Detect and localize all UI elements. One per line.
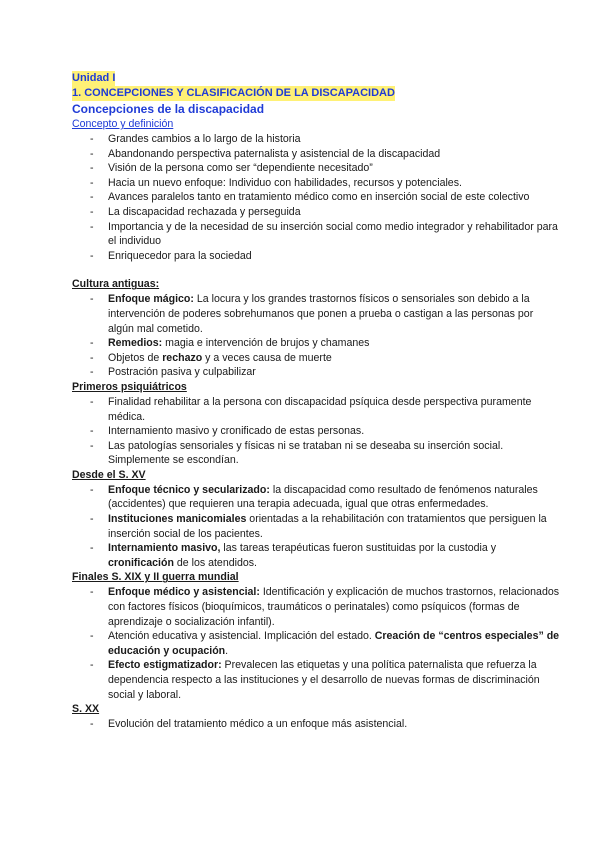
bold-term: Internamiento masivo, — [108, 542, 221, 555]
section-heading-cultura: Cultura antiguas: — [72, 278, 160, 291]
list-item — [108, 658, 560, 702]
list-item: - Finalidad rehabilitar a la persona con discapacidad psíquica desde perspectiva puramente médica. — [108, 395, 560, 424]
section-subtitle: Concepciones de la discapacidad — [72, 102, 265, 116]
list-item — [108, 351, 560, 366]
bold-term: Enfoque médico y asistencial: — [108, 586, 260, 599]
list-item — [108, 483, 560, 512]
list-item: - Abandonando perspectiva paternalista y asistencial de la discapacidad — [108, 147, 560, 162]
bold-term: Enfoque técnico y secularizado: — [108, 483, 270, 496]
item-text: Objetos de — [108, 351, 163, 364]
list-item: - Visión de la persona como ser “dependiente necesitado” — [108, 161, 560, 176]
item-text: orientadas a la rehabilitación con tratamientos que persiguen la inserción social de los pacientes. — [108, 513, 547, 540]
list-item — [108, 541, 560, 570]
list-item: - Avances paralelos tanto en tratamiento médico como en inserción social de este colectivo — [108, 190, 560, 205]
item-text: . — [225, 644, 229, 657]
bold-term: Enfoque mágico: — [108, 293, 194, 306]
list-item: - Evolución del tratamiento médico a un enfoque más asistencial. — [108, 717, 560, 732]
list-item: - Internamiento masivo y cronificado de estas personas. — [108, 424, 560, 439]
sxv-list — [72, 483, 560, 571]
list-item — [108, 585, 560, 629]
unit-label: Unidad I — [72, 72, 116, 84]
bold-term: rechazo — [162, 351, 203, 364]
cultura-list — [72, 292, 560, 380]
item-text: Prevalecen las etiquetas y una política paternalista que refuerza la dependencia respecto a las instituciones y el desarrollo de nuevas formas de discriminación social y laboral. — [108, 659, 540, 701]
item-text: y a veces causa de muerte — [202, 351, 332, 364]
item-text: de los atendidos. — [173, 556, 257, 569]
sxx-list — [72, 717, 560, 732]
section-heading-sxx: S. XX — [72, 703, 100, 716]
spacer — [72, 263, 560, 277]
psiquiatricos-list — [72, 395, 560, 468]
bold-term: Remedios: — [108, 337, 163, 350]
section-heading-finales: Finales S. XIX y II guerra mundial — [72, 571, 239, 584]
list-item: - Postración pasiva y culpabilizar — [108, 365, 560, 380]
list-item — [108, 512, 560, 541]
chapter-title: 1. CONCEPCIONES Y CLASIFICACIÓN DE LA DISCAPACIDAD — [72, 87, 395, 99]
unit-heading — [72, 71, 560, 86]
bold-term: Efecto estigmatizador: — [108, 659, 222, 672]
item-text: magia e intervención de brujos y chamanes — [162, 337, 370, 350]
item-text: Atención educativa y asistencial. Implicación del estado. — [108, 630, 375, 643]
concept-list — [72, 132, 560, 263]
list-item: - Enriquecedor para la sociedad — [108, 249, 560, 264]
finales-list — [72, 585, 560, 702]
bold-term: cronificación — [108, 556, 174, 569]
list-item — [108, 336, 560, 351]
bold-term: Instituciones manicomiales — [108, 513, 247, 526]
list-item — [108, 629, 560, 658]
list-item — [108, 292, 560, 336]
item-text: las tareas terapéuticas fueron sustituidas por la custodia y — [220, 542, 497, 555]
list-item: - Grandes cambios a lo largo de la historia — [108, 132, 560, 147]
item-text: La locura y los grandes trastornos físicos o sensoriales son debido a la intervención de poderes sobrehumanos que ponen a prueba o castigan a las personas por algún mal cometido. — [108, 293, 534, 335]
bold-term: Creación de “centros especiales” de educación y ocupación — [108, 630, 560, 657]
list-item: - Las patologías sensoriales y físicas ni se trataban ni se deseaba su inserción social. Simplemente se escondían. — [108, 439, 560, 468]
list-item: - La discapacidad rechazada y perseguida — [108, 205, 560, 220]
list-item: - Hacia un nuevo enfoque: Individuo con habilidades, recursos y potenciales. — [108, 176, 560, 191]
chapter-heading — [72, 86, 560, 101]
section-heading-sxv: Desde el S. XV — [72, 468, 146, 481]
list-item: - Importancia y de la necesidad de su inserción social como medio integrador y rehabilitador para el individuo — [108, 220, 560, 249]
item-text: la discapacidad como resultado de fenómenos naturales (accidentes) que requieren una terapia adecuada, igual que otras enfermedades. — [108, 483, 538, 511]
item-text: Identificación y explicación de muchos trastornos, relacionados con factores físicos (bioquímicos, traumáticos o perinatales) como psíquicos (formas de aprendizaje o socialización infantil). — [108, 586, 560, 628]
section-heading-psiquiatricos: Primeros psiquiátricos — [72, 380, 187, 393]
concept-link[interactable]: Concepto y definición — [72, 118, 174, 130]
